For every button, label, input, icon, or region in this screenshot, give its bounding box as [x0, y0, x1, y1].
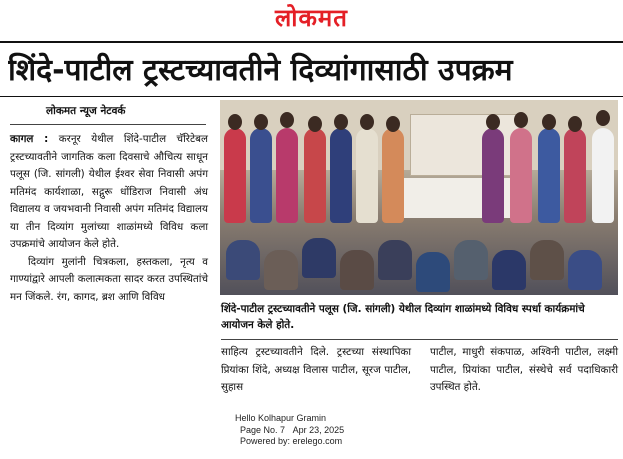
edition-footer [235, 413, 375, 448]
seated-child [416, 252, 450, 292]
standing-person [356, 128, 378, 223]
standing-person [250, 128, 272, 223]
standing-person [538, 128, 560, 223]
person-head [568, 116, 582, 132]
footer-page: Page No. 7 [240, 424, 286, 435]
byline: लोकमत न्यूज नेटवर्क [46, 105, 126, 117]
article-column-1 [10, 131, 208, 306]
masthead-rule [0, 41, 623, 43]
seated-child [530, 240, 564, 280]
photo-banner [410, 114, 522, 176]
standing-person [330, 128, 352, 223]
seated-child [378, 240, 412, 280]
dateline: कागल : [10, 133, 49, 145]
person-head [228, 114, 242, 130]
paragraph-1: करनूर येथील शिंदे-पाटील चॅरिटेबल ट्रस्टच्यावतीने जागतिक कला दिवसाचे औचित्य साधून पलूस (जि. सांगली) येथील ईश्वर सेवा निवासी अपंग मतिमंद कार्यशाळा, सद्गुरू धोंडिराज निवासी अंध विद्यालय व जयभवानी निवासी अपंग मतिमंद विद्यालय या तीन दिव्यांग मुलांच्या शाळांमध्ये विविध कला उपक्रमांचे आयोजन केले होते. [10, 133, 208, 250]
footer-source: Hello Kolhapur Gramin [235, 413, 327, 423]
standing-person [482, 128, 504, 223]
person-head [542, 114, 556, 130]
person-head [596, 110, 610, 126]
event-photo [220, 100, 618, 295]
person-head [486, 114, 500, 130]
standing-person [510, 128, 532, 223]
standing-person [276, 128, 298, 223]
person-head [360, 114, 374, 130]
article-column-3 [430, 344, 618, 397]
seated-child [454, 240, 488, 280]
masthead-logo: लोकमत [275, 3, 348, 32]
person-head [308, 116, 322, 132]
footer-powered-by-text: Powered by: erelego.com [240, 436, 343, 446]
photo-caption: शिंदे-पाटील ट्रस्टच्यावतीने पलूस (जि. सांगली) येथील दिव्यांग शाळांमध्ये विविध स्पर्धा कार्यक्रमांचे आयोजन केले होते. [221, 303, 585, 331]
person-head [386, 116, 400, 132]
standing-person [564, 128, 586, 223]
footer-date: Apr 23, 2025 [292, 424, 345, 435]
standing-person [592, 128, 614, 223]
seated-child [226, 240, 260, 280]
footer-page-date [235, 425, 375, 437]
seated-child [264, 250, 298, 290]
caption-rule [221, 339, 618, 340]
person-head [254, 114, 268, 130]
standing-person [304, 128, 326, 223]
seated-child [340, 250, 374, 290]
seated-child [492, 250, 526, 290]
seated-child [302, 238, 336, 278]
person-head [514, 112, 528, 128]
article-headline: शिंदे-पाटील ट्रस्टच्यावतीने दिव्यांगासाठी उपक्रम [8, 53, 513, 88]
headline-rule [0, 96, 623, 97]
byline-rule [10, 124, 206, 125]
seated-child [568, 250, 602, 290]
standing-person [382, 128, 404, 223]
footer-powered-by [235, 436, 375, 448]
standing-person [224, 128, 246, 223]
paragraph-4: पाटील, माधुरी संकपाळ, अश्विनी पाटील, लक्ष्मी पाटील, प्रियांका पाटील, संस्थेचे सर्व पदाधिकारी उपस्थित होते. [430, 346, 618, 393]
paragraph-2: दिव्यांग मुलांनी चित्रकला, हस्तकला, नृत्य व गाण्यांद्वारे आपली कलात्मकता सादर करत उपस्थितांचे मन जिंकले. रंग, कागद, ब्रश आणि विविध [10, 255, 208, 303]
person-head [334, 114, 348, 130]
person-head [280, 112, 294, 128]
article-column-2 [221, 344, 411, 397]
paragraph-3: साहित्य ट्रस्टच्यावतीने दिले. ट्रस्टच्या संस्थापिका प्रियांका शिंदे, अध्यक्ष विलास पाटील, सूरज पाटील, सुहास [221, 346, 411, 393]
